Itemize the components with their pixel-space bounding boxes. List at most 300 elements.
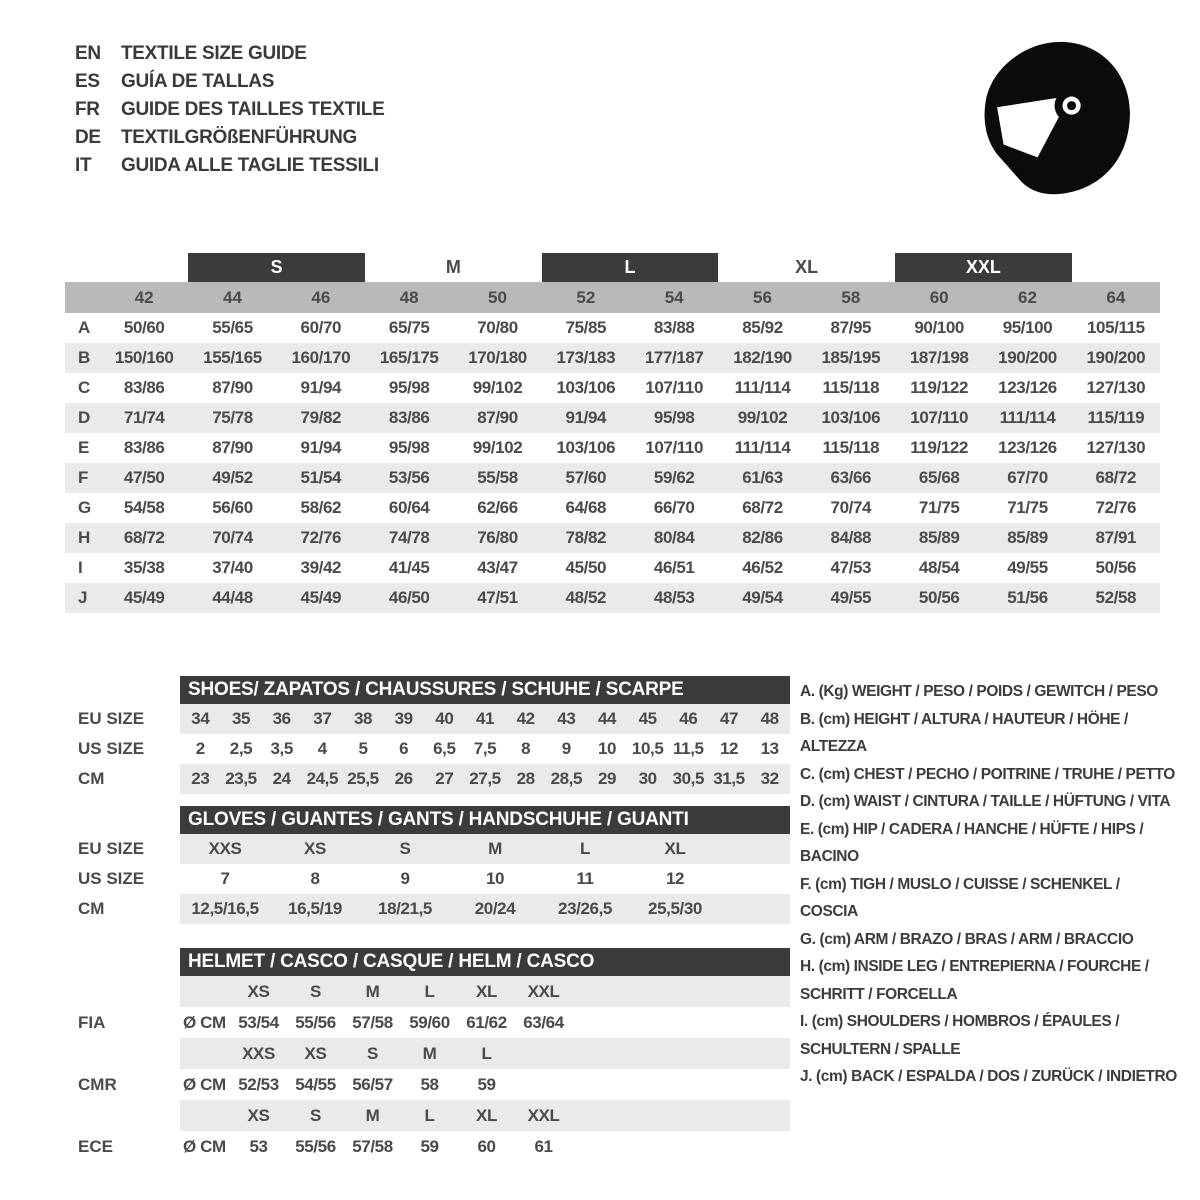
size-value: 27 [435,769,454,788]
measurement-value: 71/74 [123,408,165,427]
row-label: CMR [78,1074,117,1094]
language-row [75,40,384,68]
measurement-value: 155/165 [203,348,262,367]
measurement-rows [65,313,1160,613]
measurement-value: 49/55 [1007,558,1048,577]
legend-item: I. (cm) SHOULDERS / HOMBROS / ÉPAULES / SCHULTERN / SPALLE [800,1013,1120,1058]
size-value: 40 [435,709,454,728]
measurement-value: 46/50 [388,588,430,607]
size-value: 47 [719,709,739,728]
row-values [180,1038,790,1069]
size-value: 27,5 [469,769,501,788]
row-label: CM [78,899,105,918]
measurement-value: 76/80 [477,528,518,547]
size-column-header: 46 [311,287,331,307]
helmet-size-label: S [367,1043,378,1063]
measurement-value: 53/56 [388,468,430,487]
measurement-value: 91/94 [300,378,342,397]
legend-item: F. (cm) TIGH / MUSLO / CUISSE / SCHENKEL / COSCIA [800,875,1120,920]
row-values [180,704,790,734]
size-value: 10,5 [631,739,664,758]
row-label [65,1100,180,1131]
measurement-value: 75/78 [212,408,253,427]
measurement-value: 72/76 [1095,498,1137,517]
size-table-row [65,764,790,794]
size-table-row [65,834,790,864]
helmet-size-label: S [310,981,321,1001]
size-groups-row [65,253,1160,282]
measurement-value: 59/62 [653,468,695,487]
measurement-value: 54/58 [123,498,165,517]
measurement-value: 45/49 [123,588,165,607]
measurement-value: 35/38 [123,558,165,577]
row-label [65,1038,180,1069]
measurement-value: 68/72 [123,528,165,547]
measurement-value: 91/94 [565,408,607,427]
size-value: 37 [313,709,332,728]
measurement-value: 85/92 [742,318,783,337]
size-value: 48 [760,709,779,728]
helmet-size-value: 57/58 [352,1012,393,1032]
helmet-size-label: L [481,1043,492,1063]
size-value: 11 [576,869,594,888]
measurement-value: 46/51 [653,558,695,577]
measurement-row-g [65,493,1160,523]
measurement-value: 68/72 [742,498,783,517]
size-value: M [488,839,502,858]
measurement-value: 80/84 [653,528,695,547]
row-label: G [78,498,91,517]
row-values [180,1069,790,1100]
measurement-value: 99/102 [472,378,523,397]
size-value: 35 [231,709,251,728]
size-value: 16,5/19 [288,899,342,918]
row-label [65,976,180,1007]
row-label: US SIZE [78,869,145,888]
row-label: EU SIZE [78,839,145,858]
measurement-legend [800,678,1178,1091]
language-code: FR [75,99,100,120]
helmet-size-value: 59 [420,1136,439,1156]
language-title: TEXTILGRÖßENFÜHRUNG [121,127,358,148]
measurement-value: 41/45 [388,558,430,577]
row-values [180,894,790,924]
measurement-row-e [65,433,1160,463]
row-label: FIA [78,1012,106,1032]
size-value: 43 [557,709,576,728]
size-column-header: 54 [664,287,684,307]
shoes-title-bar: SHOES/ ZAPATOS / CHAUSSURES / SCHUHE / SCARPE [180,676,790,704]
helmet-size-label: XL [476,981,497,1001]
size-table-row [65,894,790,924]
legend-item: A. (Kg) WEIGHT / PESO / POIDS / GEWITCH / PESO [800,683,1158,700]
unit-label: Ø CM [183,1074,226,1094]
measurement-row-b [65,343,1160,373]
size-group-s: S [188,253,365,282]
size-value: 25,5/30 [648,899,702,918]
measurement-value: 87/91 [1095,528,1137,547]
size-value: 26 [394,769,413,788]
size-table-row [65,864,790,894]
row-values [180,834,790,864]
size-value: 3,5 [270,739,293,758]
measurement-value: 64/68 [565,498,607,517]
size-group-l: L [542,253,719,282]
helmet-size-label: XXL [527,1105,560,1125]
size-value: XL [664,839,686,858]
language-row [75,68,384,96]
size-value: 23/26,5 [558,899,612,918]
measurement-value: 51/54 [300,468,342,487]
size-value: 25,5 [347,769,379,788]
helmet-size-value: 52/53 [238,1074,279,1094]
gloves-rows [65,834,790,924]
helmet-size-value: 63/64 [523,1012,564,1032]
measurement-value: 85/89 [1007,528,1048,547]
helmet-size-label: XS [247,1105,270,1125]
legend-item: G. (cm) ARM / BRAZO / BRAS / ARM / BRACCIO [800,930,1134,948]
measurement-value: 182/190 [733,348,792,367]
size-value: 46 [679,709,698,728]
language-title: GUIDA ALLE TAGLIE TESSILI [121,155,379,176]
measurement-value: 83/86 [123,438,165,457]
row-label: A [78,318,90,337]
size-group-m: M [445,257,461,277]
measurement-value: 67/70 [1007,468,1048,487]
row-values [180,734,790,764]
measurement-value: 65/68 [918,468,960,487]
measurement-value: 48/53 [653,588,695,607]
measurement-value: 50/56 [1095,558,1137,577]
size-value: 6,5 [433,739,456,758]
size-value: 24 [272,769,291,788]
language-row [75,152,384,180]
measurement-value: 63/66 [830,468,872,487]
size-column-header: 42 [134,287,154,307]
measurement-value: 45/49 [300,588,342,607]
measurement-value: 95/98 [653,408,695,427]
measurement-value: 95/98 [388,438,430,457]
row-values [180,1100,790,1131]
helmet-size-value: 59 [477,1074,496,1094]
language-code: EN [75,43,101,64]
measurement-value: 84/88 [830,528,872,547]
measurement-value: 111/114 [999,408,1056,427]
helmet-size-label: M [365,1105,380,1125]
measurement-value: 103/106 [821,408,881,427]
measurement-value: 90/100 [914,318,964,337]
gloves-title-bar: GLOVES / GUANTES / GANTS / HANDSCHUHE / GUANTI [180,806,790,834]
helmet-size-value: 58 [420,1074,439,1094]
measurement-row-j [65,583,1160,613]
row-label: C [78,378,90,397]
legend-item: D. (cm) WAIST / CINTURA / TAILLE / HÜFTUNG / VITA [800,793,1171,810]
language-list [75,40,384,180]
size-value: 20/24 [474,899,516,918]
measurement-value: 57/60 [565,468,607,487]
measurement-value: 79/82 [300,408,342,427]
size-column-header: 44 [223,287,242,307]
measurement-value: 37/40 [212,558,253,577]
measurement-row-f [65,463,1160,493]
size-column-header: 64 [1106,287,1126,307]
size-value: 18/21,5 [378,899,432,918]
unit-label: Ø CM [183,1012,226,1032]
measurement-value: 49/55 [830,588,872,607]
measurement-value: 87/90 [477,408,518,427]
helmet-size-label: XXS [242,1043,275,1063]
measurement-value: 60/64 [388,498,430,517]
measurement-value: 105/115 [1086,318,1145,337]
textile-size-table [65,253,1160,613]
measurement-value: 95/100 [1002,318,1053,337]
size-value: 8 [521,739,531,758]
helmet-value-row [65,1069,790,1100]
measurement-value: 50/56 [918,588,960,607]
measurement-row-c [65,373,1160,403]
size-value: XS [304,839,326,858]
row-label: J [78,588,88,607]
helmet-size-table [65,948,790,1162]
measurement-value: 115/118 [822,438,880,457]
measurement-value: 127/130 [1086,378,1146,397]
measurement-value: 48/54 [918,558,960,577]
size-value: 12 [719,739,739,758]
helmet-size-label: XS [304,1043,327,1063]
measurement-value: 119/122 [910,378,969,397]
measurement-value: 48/52 [565,588,607,607]
size-value: 31,5 [713,769,745,788]
measurement-value: 71/75 [918,498,960,517]
size-column-header: 60 [929,287,949,307]
language-title: GUÍA DE TALLAS [121,71,275,92]
measurement-value: 87/90 [212,378,253,397]
size-value: 9 [400,869,410,888]
measurement-value: 123/126 [998,438,1057,457]
measurement-value: 115/118 [822,378,880,397]
measurement-value: 99/102 [737,408,788,427]
size-column-header: 50 [488,287,507,307]
measurement-value: 78/82 [565,528,607,547]
measurement-value: 190/200 [1086,348,1146,367]
measurement-value: 45/50 [565,558,607,577]
measurement-value: 85/89 [918,528,960,547]
measurement-value: 70/74 [830,498,872,517]
measurement-value: 107/110 [910,408,969,427]
measurement-row-a [65,313,1160,343]
helmet-size-label: XL [476,1105,497,1125]
row-label: EU SIZE [78,709,145,728]
measurement-value: 103/106 [556,438,616,457]
size-value: 8 [310,869,320,888]
helmet-size-value: 53/54 [238,1012,279,1032]
size-value: 41 [475,709,495,728]
measurement-value: 83/88 [653,318,695,337]
size-value: 12 [665,869,685,888]
size-value: 4 [317,739,327,758]
measurement-value: 44/48 [212,588,253,607]
helmet-size-value: 61 [534,1136,553,1156]
row-label: E [78,438,89,457]
size-value: 6 [399,739,409,758]
measurement-value: 115/119 [1087,408,1145,427]
measurement-value: 185/195 [821,348,881,367]
row-label: B [78,348,90,367]
measurement-value: 68/72 [1095,468,1137,487]
row-values [180,1131,790,1162]
size-value: 10 [485,869,505,888]
measurement-value: 55/65 [212,318,253,337]
size-value: 39 [394,709,413,728]
helmet-rows [65,976,790,1162]
legend-item: E. (cm) HIP / CADERA / HANCHE / HÜFTE / HIPS / BACINO [800,820,1144,865]
measurement-value: 91/94 [300,438,342,457]
measurement-value: 71/75 [1007,498,1048,517]
measurement-value: 47/51 [477,588,518,607]
unit-label: Ø CM [183,1136,226,1156]
legend-item: J. (cm) BACK / ESPALDA / DOS / ZURÜCK / INDIETRO [800,1068,1177,1085]
row-label: I [78,558,83,577]
measurement-value: 111/114 [734,438,791,457]
size-group-xxl: XXL [895,253,1072,282]
helmet-size-value: 60 [477,1136,496,1156]
measurement-value: 107/110 [645,438,704,457]
size-value: 32 [760,769,779,788]
measurement-value: 70/74 [212,528,253,547]
helmet-title-bar: HELMET / CASCO / CASQUE / HELM / CASCO [180,948,790,976]
size-value: 13 [760,739,779,758]
row-values [180,764,790,794]
size-value: 36 [272,709,291,728]
size-value: 30 [638,769,657,788]
size-value: 12,5/16,5 [191,899,259,918]
measurement-value: 87/95 [830,318,872,337]
size-value: 45 [638,709,657,728]
size-value: XXS [208,839,242,858]
shoes-rows [65,704,790,794]
size-numbers-row [65,282,1160,313]
helmet-size-value: 55/56 [295,1136,336,1156]
size-value: 30,5 [672,769,705,788]
row-label: F [78,468,88,487]
size-value: 29 [597,769,617,788]
helmet-size-header-row [65,976,790,1007]
language-row [75,124,384,152]
measurement-value: 160/170 [291,348,351,367]
measurement-value: 99/102 [472,438,523,457]
size-value: 44 [597,709,617,728]
measurement-value: 187/198 [909,348,969,367]
row-label: D [78,408,90,427]
size-column-header: 52 [576,287,596,307]
helmet-size-label: L [424,1105,435,1125]
measurement-value: 49/52 [212,468,253,487]
measurement-value: 66/70 [653,498,695,517]
size-value: 34 [191,709,210,728]
helmet-size-label: S [310,1105,321,1125]
measurement-value: 49/54 [742,588,783,607]
measurement-value: 58/62 [300,498,342,517]
language-row [75,96,384,124]
size-value: L [580,839,590,858]
row-values [180,864,790,894]
measurement-value: 82/86 [742,528,783,547]
row-label: ECE [78,1136,113,1156]
size-column-header: 62 [1018,287,1037,307]
size-value: 9 [561,739,571,758]
row-label: CM [78,769,105,788]
measurement-value: 55/58 [477,468,518,487]
language-title: GUIDE DES TAILLES TEXTILE [121,99,385,120]
language-title: TEXTILE SIZE GUIDE [121,43,307,64]
size-value: 23 [191,769,210,788]
measurement-row-h [65,523,1160,553]
measurement-value: 119/122 [910,438,969,457]
measurement-value: 103/106 [556,378,616,397]
helmet-size-label: M [422,1043,437,1063]
size-column-header: 48 [399,287,419,307]
helmet-value-row [65,1131,790,1162]
measurement-value: 111/114 [734,378,791,397]
helmet-size-value: 55/56 [295,1012,336,1032]
row-values [180,1007,790,1038]
size-value: 7,5 [473,739,497,758]
helmet-size-label: XS [247,981,270,1001]
measurement-value: 95/98 [388,378,430,397]
measurement-value: 165/175 [379,348,439,367]
measurement-value: 190/200 [998,348,1057,367]
size-value: 24,5 [306,769,339,788]
measurement-value: 47/53 [830,558,872,577]
legend-item: C. (cm) CHEST / PECHO / POITRINE / TRUHE / PETTO [800,765,1175,783]
row-values [180,976,790,1007]
size-value: 28 [516,769,535,788]
size-value: 11,5 [673,739,704,758]
measurement-value: 61/63 [742,468,783,487]
measurement-value: 62/66 [477,498,518,517]
helmet-size-label: XXL [527,981,560,1001]
size-column-header: 56 [753,287,772,307]
size-value: 5 [358,739,368,758]
helmet-size-value: 54/55 [295,1074,336,1094]
measurement-value: 107/110 [645,378,704,397]
measurement-value: 127/130 [1086,438,1146,457]
row-label: US SIZE [78,739,145,758]
measurement-value: 150/160 [114,348,174,367]
helmet-size-value: 56/57 [352,1074,393,1094]
measurement-value: 39/42 [300,558,342,577]
measurement-row-i [65,553,1160,583]
measurement-value: 46/52 [742,558,783,577]
measurement-value: 170/180 [468,348,527,367]
measurement-value: 70/80 [477,318,518,337]
size-value: 42 [516,709,535,728]
helmet-size-value: 59/60 [409,1012,450,1032]
size-group-xl: XL [795,257,819,277]
measurement-value: 50/60 [123,318,165,337]
helmet-size-header-row [65,1038,790,1069]
language-code: DE [75,127,101,148]
helmet-size-label: M [365,981,380,1001]
measurement-value: 177/187 [644,348,704,367]
measurement-value: 75/85 [565,318,607,337]
measurement-value: 43/47 [477,558,518,577]
size-value: 28,5 [550,769,583,788]
size-value: S [399,839,411,858]
measurement-value: 65/75 [388,318,430,337]
measurement-value: 56/60 [212,498,253,517]
size-column-header: 58 [841,287,861,307]
